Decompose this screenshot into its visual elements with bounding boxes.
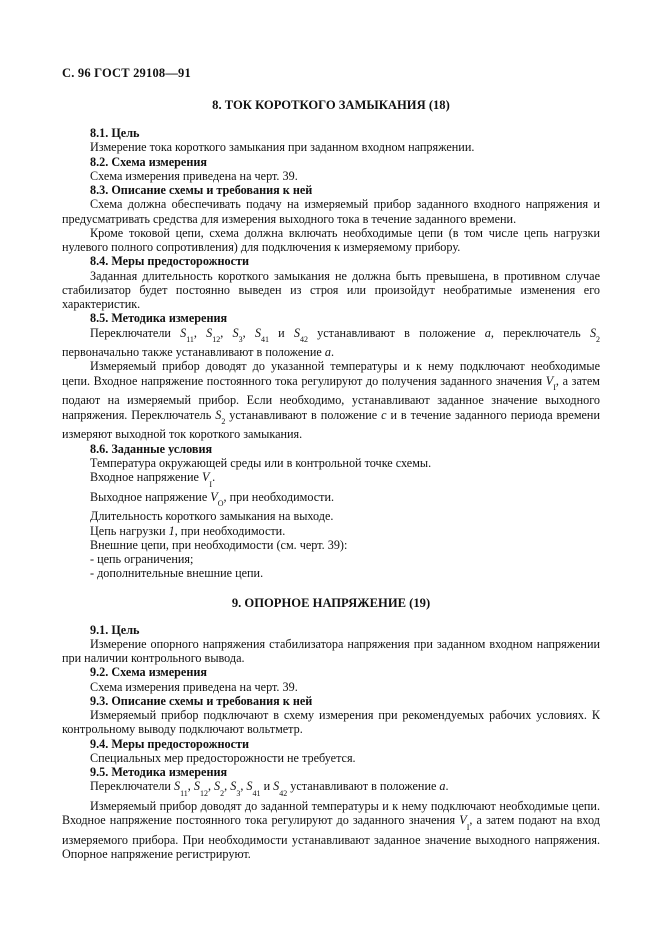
condition-input-voltage: Входное напряжение $V_I$. <box>90 470 216 489</box>
condition-limit-circuit: - цепь ограничения; <box>90 552 194 567</box>
condition-extra-circuits: - дополнительные внешние цепи. <box>90 566 264 581</box>
section-9-title: 9. ОПОРНОЕ НАПРЯЖЕНИЕ (19) <box>231 595 431 610</box>
heading-9-3: 9.3. Описание схемы и требования к ней <box>90 693 313 708</box>
paragraph-9-1: Измерение опорного напряжения стабилизатора напряжения при заданном входном напряжении при наличии контрольного вывода. <box>62 636 600 666</box>
paragraph-9-4: Специальных мер предосторожности не требуется. <box>90 750 356 765</box>
running-head: С. 96 ГОСТ 29108—91 <box>62 66 191 80</box>
paragraph-9-5-b: Измеряемый прибор доводят до заданной температуры и к нему подключают необходимые цепи. Входное напряжение постоянного тока регулируют до заданного значения $V_I$, а затем подают на вход измеряемого прибора. При необходимости устанавливают заданное значение выходного напряжения. Опорное напряжение регистрируют. <box>62 799 600 862</box>
condition-temperature: Температура окружающей среды или в контрольной точке схемы. <box>90 455 432 470</box>
heading-8-5: 8.5. Методика измерения <box>90 311 228 326</box>
condition-output-voltage: Выходное напряжение $V_O$, при необходимости. <box>90 489 335 509</box>
heading-8-4: 8.4. Меры предосторожности <box>90 254 249 269</box>
condition-short-duration: Длительность короткого замыкания на выходе. <box>90 509 334 524</box>
condition-external-circuits: Внешние цепи, при необходимости (см. черт. 39): <box>90 537 348 552</box>
heading-8-2: 8.2. Схема измерения <box>90 154 207 169</box>
paragraph-9-5-a: Переключатели $S_{11}$, $S_{12}$, $S_2$, $S_3$, $S_{41}$ и $S_{42}$ устанавливают в положение a. <box>90 779 449 798</box>
heading-8-3: 8.3. Описание схемы и требования к ней <box>90 183 313 197</box>
condition-load-circuit: Цепь нагрузки 1, при необходимости. <box>90 523 286 538</box>
paragraph-9-3: Измеряемый прибор подключают в схему измерения при рекомендуемых рабочих условиях. К контрольному выводу подключают вольтметр. <box>62 708 600 737</box>
paragraph-8-2: Схема измерения приведена на черт. 39. <box>90 168 298 183</box>
heading-9-4: 9.4. Меры предосторожности <box>90 736 249 751</box>
section-8-title: 8. ТОК КОРОТКОГО ЗАМЫКАНИЯ (18) <box>212 98 450 112</box>
heading-9-5: 9.5. Методика измерения <box>90 765 228 780</box>
paragraph-8-3-a: Схема должна обеспечивать подачу на измеряемый прибор заданного входного напряжения и предусматривать средства для измерения выходного тока в течение заданного времени. <box>62 197 600 226</box>
heading-8-6: 8.6. Заданные условия <box>90 441 213 456</box>
document-body <box>62 98 600 862</box>
paragraph-8-1: Измерение тока короткого замыкания при заданном входном напряжении. <box>90 140 475 155</box>
heading-8-1: 8.1. Цель <box>90 126 140 140</box>
paragraph-8-4: Заданная длительность короткого замыкания не должна быть превышена, в противном случае стабилизатор будет постоянно выведен из строя или произойдут необратимые изменения его характеристик. <box>62 268 600 311</box>
paragraph-8-5-a: Переключатели $S_{11}$, $S_{12}$, $S_3$, $S_{41}$ и $S_{42}$ устанавливают в положение a, переключатель $S_2$ первоначально также устанавливают в положение a. <box>62 325 601 360</box>
heading-9-1: 9.1. Цель <box>90 622 140 637</box>
heading-9-2: 9.2. Схема измерения <box>90 665 207 680</box>
paragraph-9-2: Схема измерения приведена на черт. 39. <box>90 679 298 694</box>
paragraph-8-5-b: Измеряемый прибор доводят до указанной температуры и к нему подключают необходимые цепи. Входное напряжение постоянного тока регулируют до получения заданного значения $V_I$, а затем подают на измеряемый прибор. Если необходимо, устанавливают заданное значение выходного напряжения. Переключатель $S_2$ устанавливают в положение c и в течение заданного периода времени измеряют выходной ток короткого замыкания. <box>62 359 601 442</box>
paragraph-8-3-b: Кроме токовой цепи, схема должна включать необходимые цепи (в том числе цепь нагрузки нулевого полного сопротивления) для подключения к измеряемому прибору. <box>62 225 600 254</box>
